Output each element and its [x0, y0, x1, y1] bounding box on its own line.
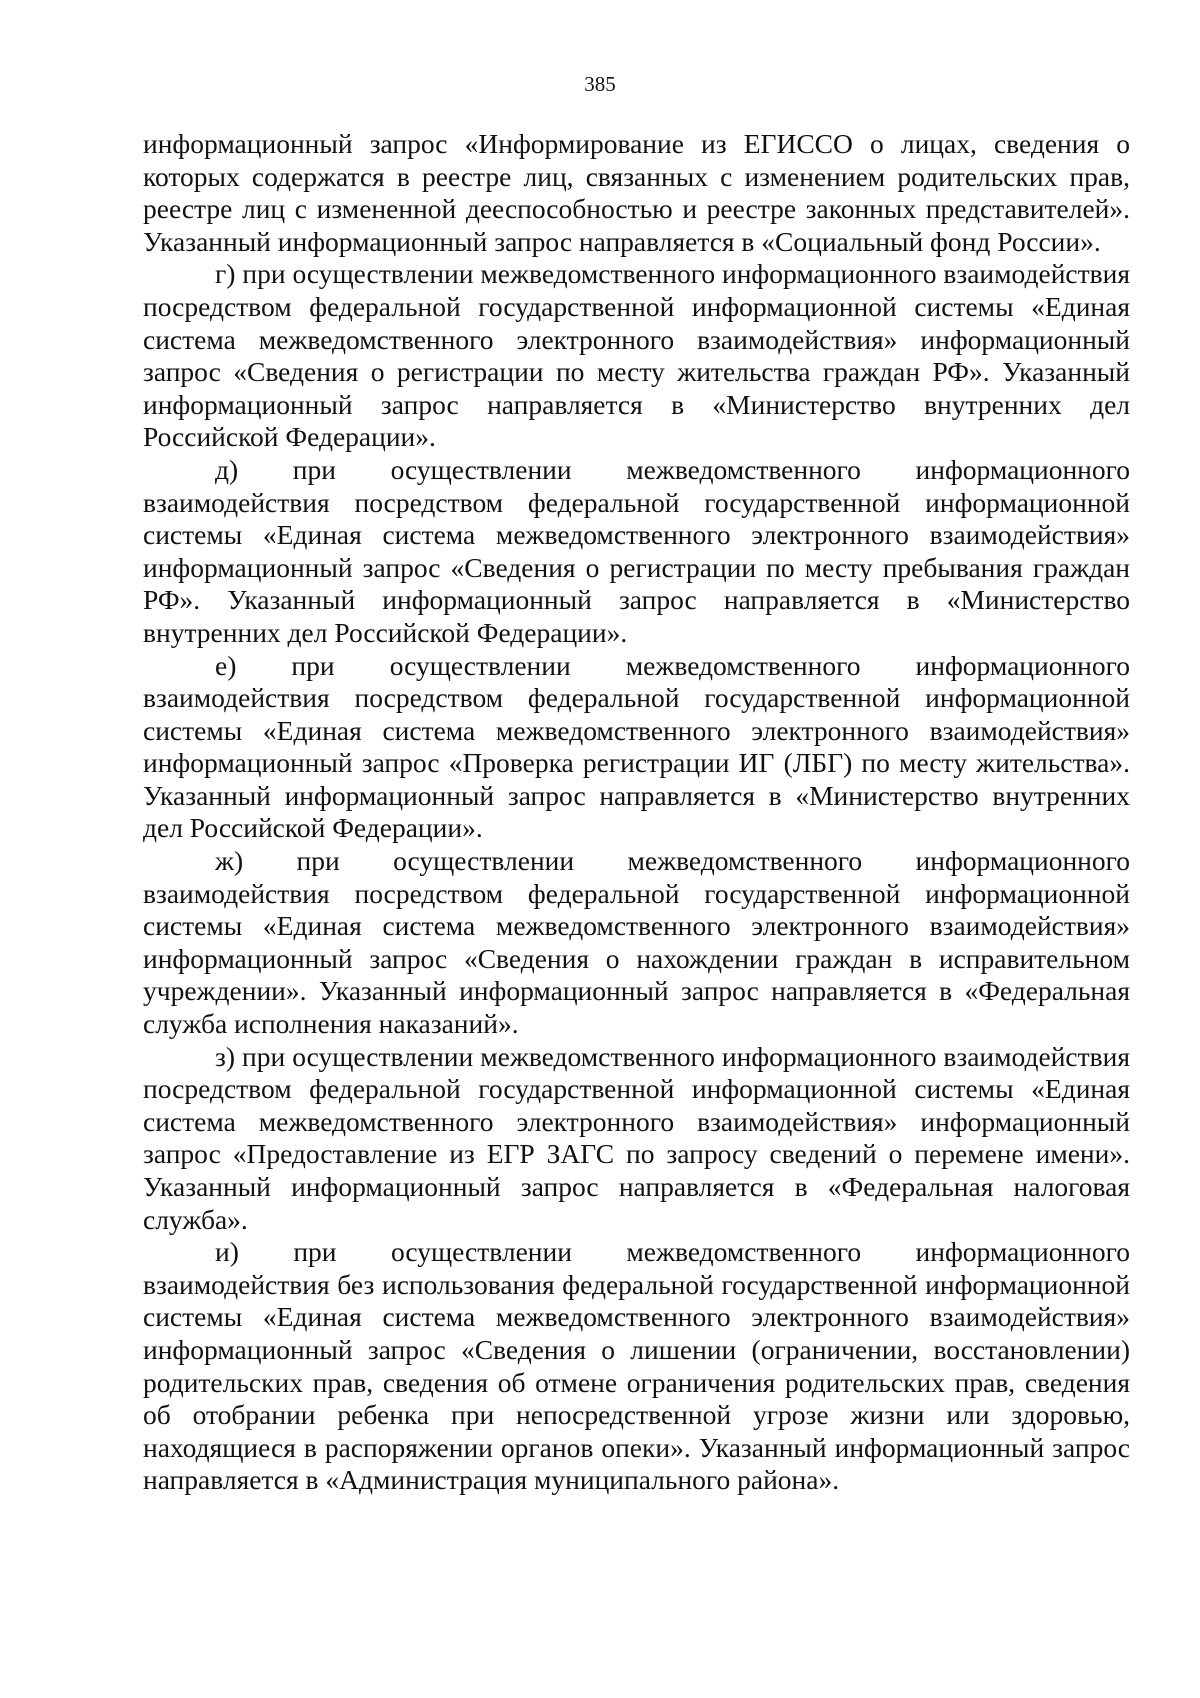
document-body: [143, 128, 1130, 1497]
paragraph-i: и) при осуществлении межведомственного информационного взаимодействия без использования федеральной государственной информационной системы «Единая система межведомственного электронного взаимодействия» информационный запрос «Сведения о лишении (ограничении, восстановлении) родительских прав, сведения об отмене ограничения родительских прав, сведения об отобрании ребенка при непосредственной угрозе жизни или здоровью, находящиеся в распоряжении органов опеки». Указанный информационный запрос направляется в «Администрация муниципального района».: [143, 1236, 1130, 1496]
paragraph-g: г) при осуществлении межведомственного информационного взаимодействия посредством федеральной государственной информационной системы «Единая система межведомственного электронного взаимодействия» информационный запрос «Сведения о регистрации по месту жительства граждан РФ». Указанный информационный запрос направляется в «Министерство внутренних дел Российской Федерации».: [143, 258, 1130, 453]
paragraph-continuation: информационный запрос «Информирование из ЕГИССО о лицах, сведения о которых содержатся в реестре лиц, связанных с изменением родительских прав, реестре лиц с измененной дееспособностью и реестре законных представителей». Указанный информационный запрос направляется в «Социальный фонд России».: [143, 128, 1130, 257]
paragraph-e: е) при осуществлении межведомственного информационного взаимодействия посредством федеральной государственной информационной системы «Единая система межведомственного электронного взаимодействия» информационный запрос «Проверка регистрации ИГ (ЛБГ) по месту жительства». Указанный информационный запрос направляется в «Министерство внутренних дел Российской Федерации».: [143, 649, 1130, 844]
page-number: 385: [584, 72, 616, 96]
paragraph-d: д) при осуществлении межведомственного информационного взаимодействия посредством федеральной государственной информационной системы «Единая система межведомственного электронного взаимодействия» информационный запрос «Сведения о регистрации по месту пребывания граждан РФ». Указанный информационный запрос направляется в «Министерство внутренних дел Российской Федерации».: [143, 453, 1130, 648]
paragraph-zh: ж) при осуществлении межведомственного информационного взаимодействия посредством федеральной государственной информационной системы «Единая система межведомственного электронного взаимодействия» информационный запрос «Сведения о нахождении граждан в исправительном учреждении». Указанный информационный запрос направляется в «Федеральная служба исполнения наказаний».: [143, 845, 1130, 1040]
paragraph-z: з) при осуществлении межведомственного информационного взаимодействия посредством федеральной государственной информационной системы «Единая система межведомственного электронного взаимодействия» информационный запрос «Предоставление из ЕГР ЗАГС по запросу сведений о перемене имени». Указанный информационный запрос направляется в «Федеральная налоговая служба».: [143, 1040, 1130, 1235]
